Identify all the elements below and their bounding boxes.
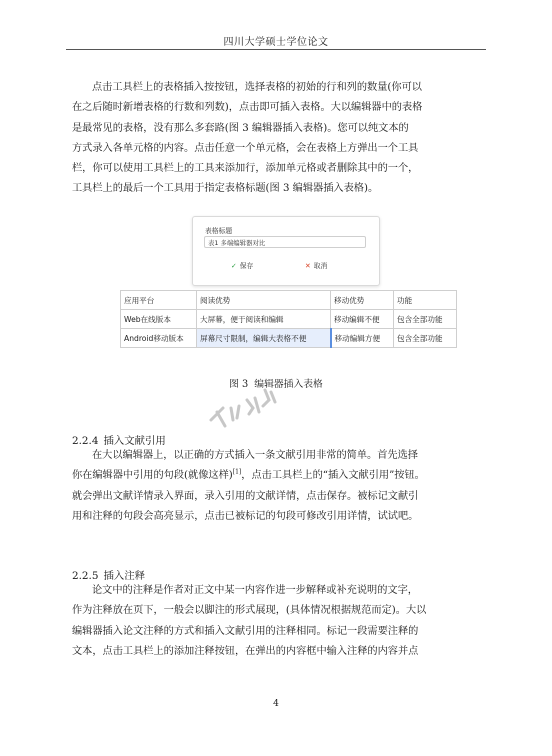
table-row bbox=[121, 329, 457, 348]
save-button[interactable] bbox=[231, 260, 253, 270]
paragraph-annotation bbox=[72, 581, 486, 662]
paragraph-line: 文本，点击工具栏上的添加注释按钮，在弹出的内容框中输入注释的内容并点 bbox=[72, 645, 419, 657]
figure-number: 图 3 bbox=[229, 379, 249, 390]
table-header-cell[interactable]: 阅读优势 bbox=[197, 291, 331, 310]
page-header-title: 四川大学硕士学位论文 bbox=[223, 37, 329, 48]
table-header-cell[interactable]: 应用平台 bbox=[121, 291, 197, 310]
paragraph-line: 点击工具栏上的表格插入按按钮，选择表格的初始的行和列的数量(你可以 bbox=[92, 82, 422, 93]
page-number: 4 bbox=[273, 699, 279, 709]
paragraph-line: 在大以编辑器上，以正确的方式插入一条文献引用非常的简单。首先选择 bbox=[92, 450, 418, 461]
section-heading-225 bbox=[72, 567, 145, 582]
table-caption-label: 表格标题 bbox=[205, 227, 233, 235]
close-icon: ✕ bbox=[305, 262, 311, 270]
paragraph-citation bbox=[72, 446, 486, 527]
section-title: 插入注释 bbox=[103, 570, 146, 582]
citation-sentence-tail: ，点击工具栏上的“插入文献引用”按钮。 bbox=[241, 470, 425, 482]
table-header-cell[interactable]: 功能 bbox=[394, 291, 457, 310]
paragraph-table-insert bbox=[72, 78, 486, 200]
cancel-button[interactable] bbox=[305, 260, 327, 270]
paragraph-line: 在之后随时新增表格的行数和列数)，点击即可插入表格。大以编辑器中的表格 bbox=[72, 102, 423, 114]
check-icon: ✓ bbox=[231, 262, 237, 270]
paragraph-line: 论文中的注释是作者对正文中某一内容作进一步解释或补充说明的文字， bbox=[92, 585, 418, 596]
table-cell[interactable]: 包含全部功能 bbox=[394, 310, 457, 329]
paragraph-line: 就会弹出文献详情录入界面，录入引用的文献详情，点击保存。被标记文献引 bbox=[72, 490, 419, 502]
save-label: 保存 bbox=[239, 262, 254, 270]
table-caption-editor bbox=[192, 216, 380, 286]
watermark-seal bbox=[203, 378, 283, 438]
table-cell[interactable]: 移动编辑不便 bbox=[331, 310, 394, 329]
paragraph-line: 方式录入各单元格的内容。点击任意一个单元格，会在表格上方弹出一个工具 bbox=[72, 142, 419, 154]
section-number: 2.2.5 bbox=[72, 570, 99, 582]
paragraph-line: 是最常见的表格，没有那么多套路(图 3 编辑器插入表格)。您可以纯文本的 bbox=[72, 122, 409, 134]
citation-mark[interactable]: [1] bbox=[232, 468, 242, 476]
table-cell[interactable]: Web在线版本 bbox=[121, 310, 197, 329]
table-header-cell[interactable]: 移动优势 bbox=[331, 291, 394, 310]
table-caption-input[interactable]: 表1 多端编辑器对比 bbox=[204, 236, 366, 248]
table-cell[interactable]: 大屏幕，便于阅读和编辑 bbox=[197, 310, 331, 329]
section-title: 插入文献引用 bbox=[103, 435, 166, 447]
table-header-row bbox=[121, 291, 457, 310]
paragraph-line: 编辑器插入论文注释的方式和插入文献引用的注释相同。标记一段需要注释的 bbox=[72, 625, 419, 637]
citation-sentence: 你在编辑器中引用的句段(就像这样) bbox=[72, 470, 233, 482]
section-number: 2.2.4 bbox=[72, 435, 99, 447]
header-rule bbox=[66, 49, 486, 50]
table-row bbox=[121, 310, 457, 329]
paragraph-line: 工具栏上的最后一个工具用于指定表格标题(图 3 编辑器插入表格)。 bbox=[72, 183, 379, 195]
figure-caption-text: 编辑器插入表格 bbox=[254, 379, 323, 390]
section-heading-224 bbox=[72, 432, 166, 447]
paragraph-line: 作为注释放在页下，一般会以脚注的形式展现，(具体情况根据规范而定)。大以 bbox=[72, 605, 427, 617]
editor-comparison-table bbox=[120, 290, 457, 348]
table-cell[interactable]: 包含全部功能 bbox=[394, 329, 457, 348]
table-cell[interactable]: 移动编辑方便 bbox=[331, 329, 394, 348]
paragraph-line: 栏，你可以使用工具栏上的工具来添加行，添加单元格或者删除其中的一个， bbox=[72, 163, 419, 175]
table-cell-selected[interactable]: 屏幕尺寸限制，编辑大表格不便 bbox=[197, 329, 331, 348]
paragraph-line: 用和注释的句段会高亮显示，点击已被标记的句段可修改引用详情，试试吧。 bbox=[72, 510, 419, 522]
cancel-label: 取消 bbox=[313, 262, 328, 270]
paragraph-line bbox=[72, 466, 486, 486]
table-cell[interactable]: Android移动版本 bbox=[121, 329, 197, 348]
